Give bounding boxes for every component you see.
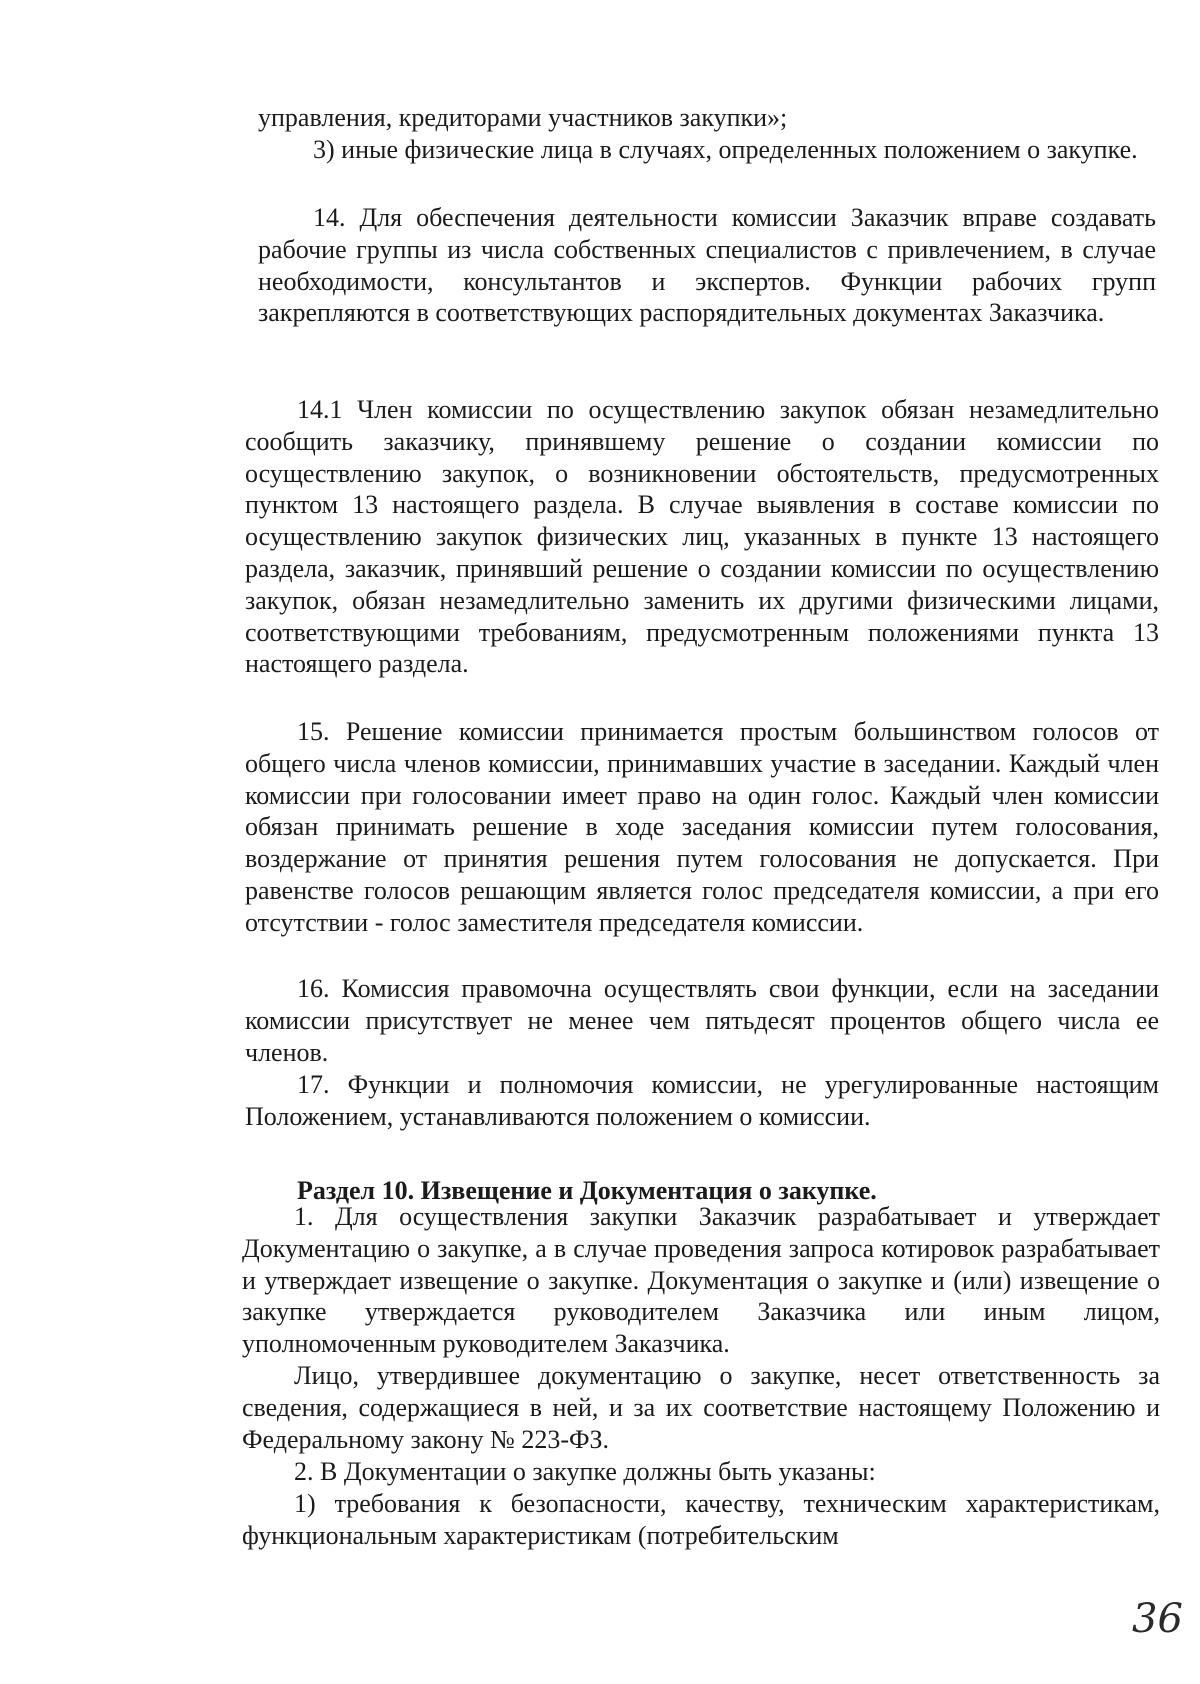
section-paragraph-1: 1. Для осуществления закупки Заказчик разрабатывает и утверждает Документацию о закупке, а в случае проведения запроса котировок разрабатывает и утверждает извещение о закупке. Документация о закупке и (или) извещение о закупке утверждается руководителем Заказчика или иным лицом, уполномоченным руководителем Заказчика.	[242, 1202, 1160, 1359]
paragraph-15: 15. Решение комиссии принимается простым большинством голосов от общего числа членов комиссии, принимавших участие в заседании. Каждый член комиссии при голосовании имеет право на один голос. Каждый член комиссии обязан принимать решение в ходе заседания комиссии путем голосования, воздержание от принятия решения путем голосования не допускается. При равенстве голосов решающим является голос председателя комиссии, а при его отсутствии - голос заместителя председателя комиссии.	[245, 717, 1159, 937]
section-paragraph-responsibility: Лицо, утвердившее документацию о закупке, несет ответственность за сведения, содержащиеся в ней, и за их соответствие настоящему Положению и Федеральному закону № 223-ФЗ.	[242, 1361, 1160, 1454]
paragraph-17: 17. Функции и полномочия комиссии, не урегулированные настоящим Положением, устанавливаются положением о комиссии.	[245, 1070, 1159, 1131]
page-number: 36	[1132, 1596, 1183, 1642]
paragraph-16: 16. Комиссия правомочна осуществлять свои функции, если на заседании комиссии присутствует не менее чем пятьдесят процентов общего числа ее членов.	[245, 974, 1159, 1067]
paragraph-14-1: 14.1 Член комиссии по осуществлению закупок обязан незамедлительно сообщить заказчику, принявшему решение о создании комиссии по осуществлению закупок, о возникновении обстоятельств, предусмотренных пунктом 13 настоящего раздела. В случае выявления в составе комиссии по осуществлению закупок физических лиц, указанных в пункте 13 настоящего раздела, заказчик, принявший решение о создании комиссии по осуществлению закупок, обязан незамедлительно заменить их другими физическими лицами, соответствующими требованиям, предусмотренным положениями пункта 13 настоящего раздела.	[245, 395, 1159, 679]
list-item-3: 3) иные физические лица в случаях, определенных положением о закупке.	[313, 135, 1138, 164]
paragraph-14: 14. Для обеспечения деятельности комиссии Заказчик вправе создавать рабочие группы из числа собственных специалистов с привлечением, в случае необходимости, консультантов и экспертов. Функции рабочих групп закрепляются в соответствующих распорядительных документах Заказчика.	[258, 203, 1156, 328]
paragraph-continuation: управления, кредиторами участников закупки»;	[258, 103, 788, 132]
section-heading: Раздел 10. Извещение и Документация о закупке.	[297, 1176, 877, 1205]
section-paragraph-2: 2. В Документации о закупке должны быть указаны:	[294, 1457, 876, 1486]
section-list-item-1: 1) требования к безопасности, качеству, техническим характеристикам, функциональным характеристикам (потребительским	[242, 1489, 1160, 1550]
